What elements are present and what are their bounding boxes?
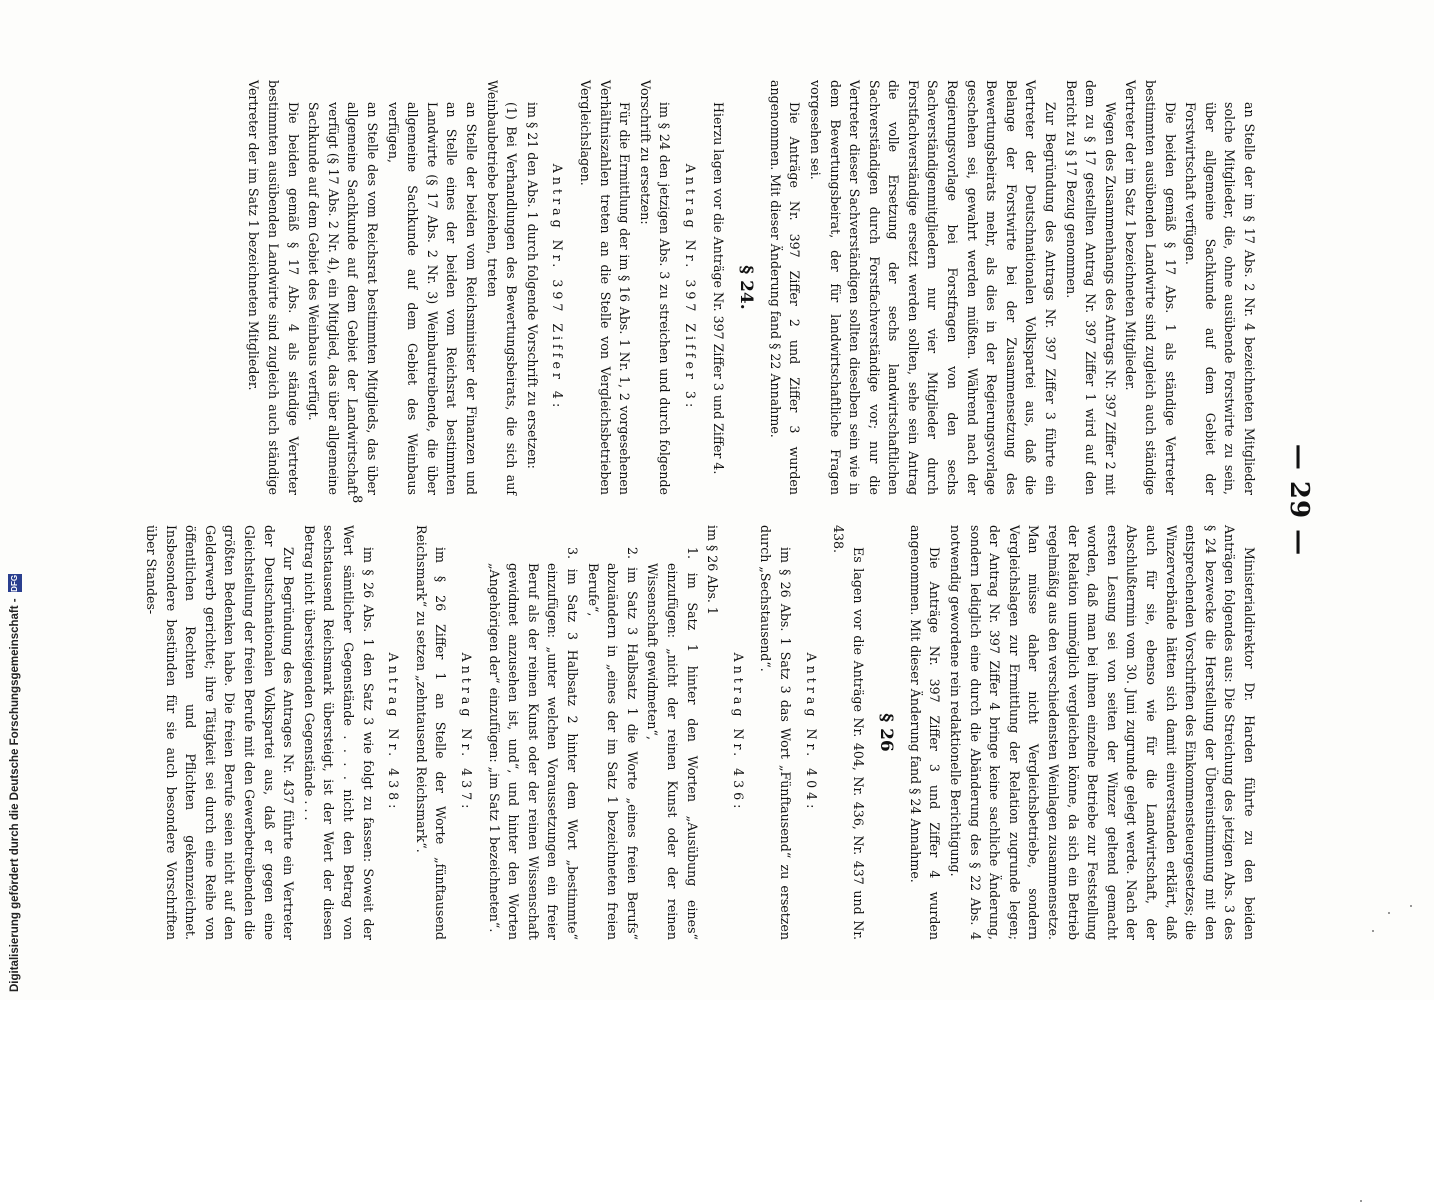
digitisation-note: Digitalisierung gefördert durch die Deutsche Forschungsgemeinschaft - xyxy=(9,598,21,992)
paragraph: Für die Ermittlung der im § 16 Abs. 1 Nr. 1, 2 vorgesehenen Verhältniszahlen treten an die Stelle von Vergleichsbetrieben Vergleichslagen. xyxy=(578,80,633,495)
right-text-column xyxy=(141,525,1259,940)
dfg-logo-icon: DFG xyxy=(8,574,22,592)
paragraph: Zur Begründung des Antrags Nr. 397 Ziffer 3 führte ein Vertreter der Deutschnationalen Volkspartei aus, daß die Belange der Forstwirte bei der Zusammensetzung des Bewertungsbeirats mehr, als dies in der Regierungsvorlage geschehen sei, gewahrt werden müßten. Während nach der Regierungsvorlage bei Forstfragen von den sechs Sachverständigenmitgliedern nur vier Mitglieder durch Forstfachverständige ersetzt werden sollten, sehe sein Antrag die volle Ersetzung der sechs landwirtschaftlichen Sachverständigen durch Forstfachverständige vor; nur die Vertreter dieser Sachverständigen sollten dieselben sein wie in dem Bewertungsbeirat, der für landwirtschaftliche Fragen vorgesehen sei. xyxy=(807,80,1059,495)
scan-speck xyxy=(1410,905,1412,907)
motion-heading: Antrag Nr. 397 Ziffer 3: xyxy=(682,163,698,412)
paragraph: im § 26 Abs. 1 Satz 3 das Wort „Fünftausend“ zu ersetzen durch „Sechstausend“. xyxy=(758,525,793,940)
digitisation-strip xyxy=(2,0,28,1000)
paragraph: im § 26 Abs. 1 den Satz 3 wie folgt zu fassen: Soweit der Wert sämtlicher Gegenstände . . . . nicht den Betrag von sechstausend Reichsmark übersteigt, ist der Wert der diesen Betrag nicht übersteigenden Gegenstände . . . xyxy=(301,525,376,940)
scan-speck xyxy=(1372,930,1374,932)
paragraph: im § 26 Abs. 1 xyxy=(705,525,721,615)
paragraph: Die Anträge Nr. 397 Ziffer 2 und Ziffer 3 wurden angenommen. Mit dieser Änderung fand § 22 Annahme. xyxy=(767,80,803,495)
motion-heading: Antrag Nr. 397 Ziffer 4: xyxy=(550,163,566,412)
paragraph: Zur Begründung des Antrages Nr. 437 führte ein Vertreter der Deutschnationalen Volkspartei aus, daß er gegen eine Gleichstellung der freien Berufe mit den Gewerbetreibenden die größten Bedenken habe. Die freien Berufe seien nicht auf den Gelderwerb gerichtet; ihre Tätigkeit sei durch eine Reihe von öffentlichen Rechten und Pflichten gekennzeichnet. Insbesondere bestünden für sie auch besondere Vorschriften über Standes- xyxy=(144,525,297,940)
paragraph: an Stelle des vom Reichsrat bestimmten Mitglieds, das über allgemeine Sachkunde auf dem Gebiet der Landwirtschaft verfügt (§ 17 Abs. 2 Nr. 4), ein Mitglied, das über allgemeine Sachkunde auf dem Gebiet des Weinbaus verfügt. xyxy=(306,102,381,495)
section-heading: § 24. xyxy=(736,265,757,310)
paragraph: Die beiden gemäß § 17 Abs. 4 als ständige Vertreter bestimmten ausübenden Landwirte sind zugleich auch ständige Vertreter der im Satz 1 bezeichneten Mitglieder. xyxy=(246,80,301,495)
motion-heading: Antrag Nr. 437: xyxy=(459,652,475,813)
paragraph: Die Anträge Nr. 397 Ziffer 3 und Ziffer 4 wurden angenommen. Mit dieser Änderung fand § 24 Annahme. xyxy=(907,525,943,940)
paragraph: Es lagen vor die Anträge Nr. 404, Nr. 436, Nr. 437 und Nr. 438. xyxy=(831,525,866,940)
paragraph: Wegen des Zusammenhangs des Antrags Nr. 397 Ziffer 2 mit dem zu § 17 gestellten Antrag Nr. 397 Ziffer 1 wird auf den Bericht zu § 17 Bezug genommen. xyxy=(1063,80,1118,495)
paragraph: an Stelle der beiden vom Reichsminister der Finanzen und an Stelle eines der beiden vom Reichsrat bestimmten Landwirte (§ 17 Abs. 2 Nr. 3) Weinbautreibende, die über allgemeine Sachkunde auf dem Gebiet des Weinbaus verfügen, xyxy=(385,102,480,495)
motion-heading: Antrag Nr. 438: xyxy=(386,652,402,813)
paragraph: 3. im Satz 3 Halbsatz 2 hinter dem Wort „bestimmte“ einzufügen: „unter welchen Voraussetzungen ein freier Beruf als der reinen Kunst oder der reinen Wissenschaft gewidmet anzusehen ist, und“, und hinter den Worten „Angehörigen der“ einzufügen: „im Satz 1 bezeichneten“. xyxy=(486,547,580,940)
paragraph: 2. im Satz 3 Halbsatz 1 die Worte „eines freien Berufs“ abzuändern in „eines der im Satz 1 bezeichneten freien Berufe“, xyxy=(585,547,640,940)
page-number: — 29 — xyxy=(1284,443,1314,557)
paragraph: Hierzu lagen vor die Anträge Nr. 397 Ziffer 3 und Ziffer 4. xyxy=(710,102,726,475)
paragraph: an Stelle der im § 17 Abs. 2 Nr. 4 bezeichneten Mitglieder solche Mitglieder, die, ohne ausübende Forstwirte zu sein, über allgemeine Sachkunde auf dem Gebiet der Forstwirtschaft verfügen. xyxy=(1183,102,1257,495)
paragraph: im § 21 den Abs. 1 durch folgende Vorschrift zu ersetzen: xyxy=(524,102,540,469)
section-heading: § 26 xyxy=(876,713,897,752)
scan-speck xyxy=(1388,912,1390,914)
motion-heading: Antrag Nr. 436: xyxy=(730,652,746,813)
paragraph: 1. im Satz 1 hinter den Worten „Ausübung eines“ einzufügen: „nicht der reinen Kunst oder der reinen Wissenschaft gewidmeten“, xyxy=(645,547,700,940)
paragraph: im § 26 Ziffer 1 an Stelle der Worte „fünftausend Reichsmark“ zu setzen „zehntausend Reichsmark“. xyxy=(413,525,449,940)
paragraph: (1) Bei Verhandlungen des Bewertungsbeirats, die sich auf Weinbaubetriebe beziehen, treten xyxy=(484,80,520,495)
footer-mark: 8 xyxy=(349,495,364,504)
paragraph: Die beiden gemäß § 17 Abs. 1 als ständige Vertreter bestimmten ausübenden Landwirte sind zugleich auch ständige Vertreter der im Satz 1 bezeichneten Mitglieder. xyxy=(1123,80,1178,495)
paragraph: Ministerialdirektor Dr. Harden führte zu den beiden Anträgen folgendes aus: Die Streichung des jetzigen Abs. 3 des § 24 bezwecke die Herstellung der Übereinstimmung mit den entsprechenden Vorschriften des Einkommensteuergesetzes; die Winzerverbände hätten sich damit einverstanden erklärt, daß auch für sie, ebenso wie für die Landwirtschaft, der Abschlußtermin vom 30. Juni zugrunde gelegt werde. Nach der ersten Lesung sei von seiten der Winzer geltend gemacht worden, daß man bei ihnen einzelne Betriebe zur Feststellung der Relation unmöglich vergleichen könne, da sich ein Betrieb regelmäßig aus den verschiedensten Weinlagen zusammensetze. Man müsse daher nicht Vergleichsbetriebe, sondern Vergleichslagen zur Ermittlung der Relation zugrunde legen; der Antrag Nr. 397 Ziffer 4 bringe keine sachliche Änderung, sondern lediglich eine durch die Abänderung des § 22 Abs. 4 notwendig gewordene rein redaktionelle Berichtigung. xyxy=(948,525,1257,941)
motion-heading: Antrag Nr. 404: xyxy=(803,652,819,813)
left-text-column xyxy=(243,80,1259,495)
paragraph: im § 24 den jetzigen Abs. 3 zu streichen und durch folgende Vorschrift zu ersetzen: xyxy=(637,80,673,495)
